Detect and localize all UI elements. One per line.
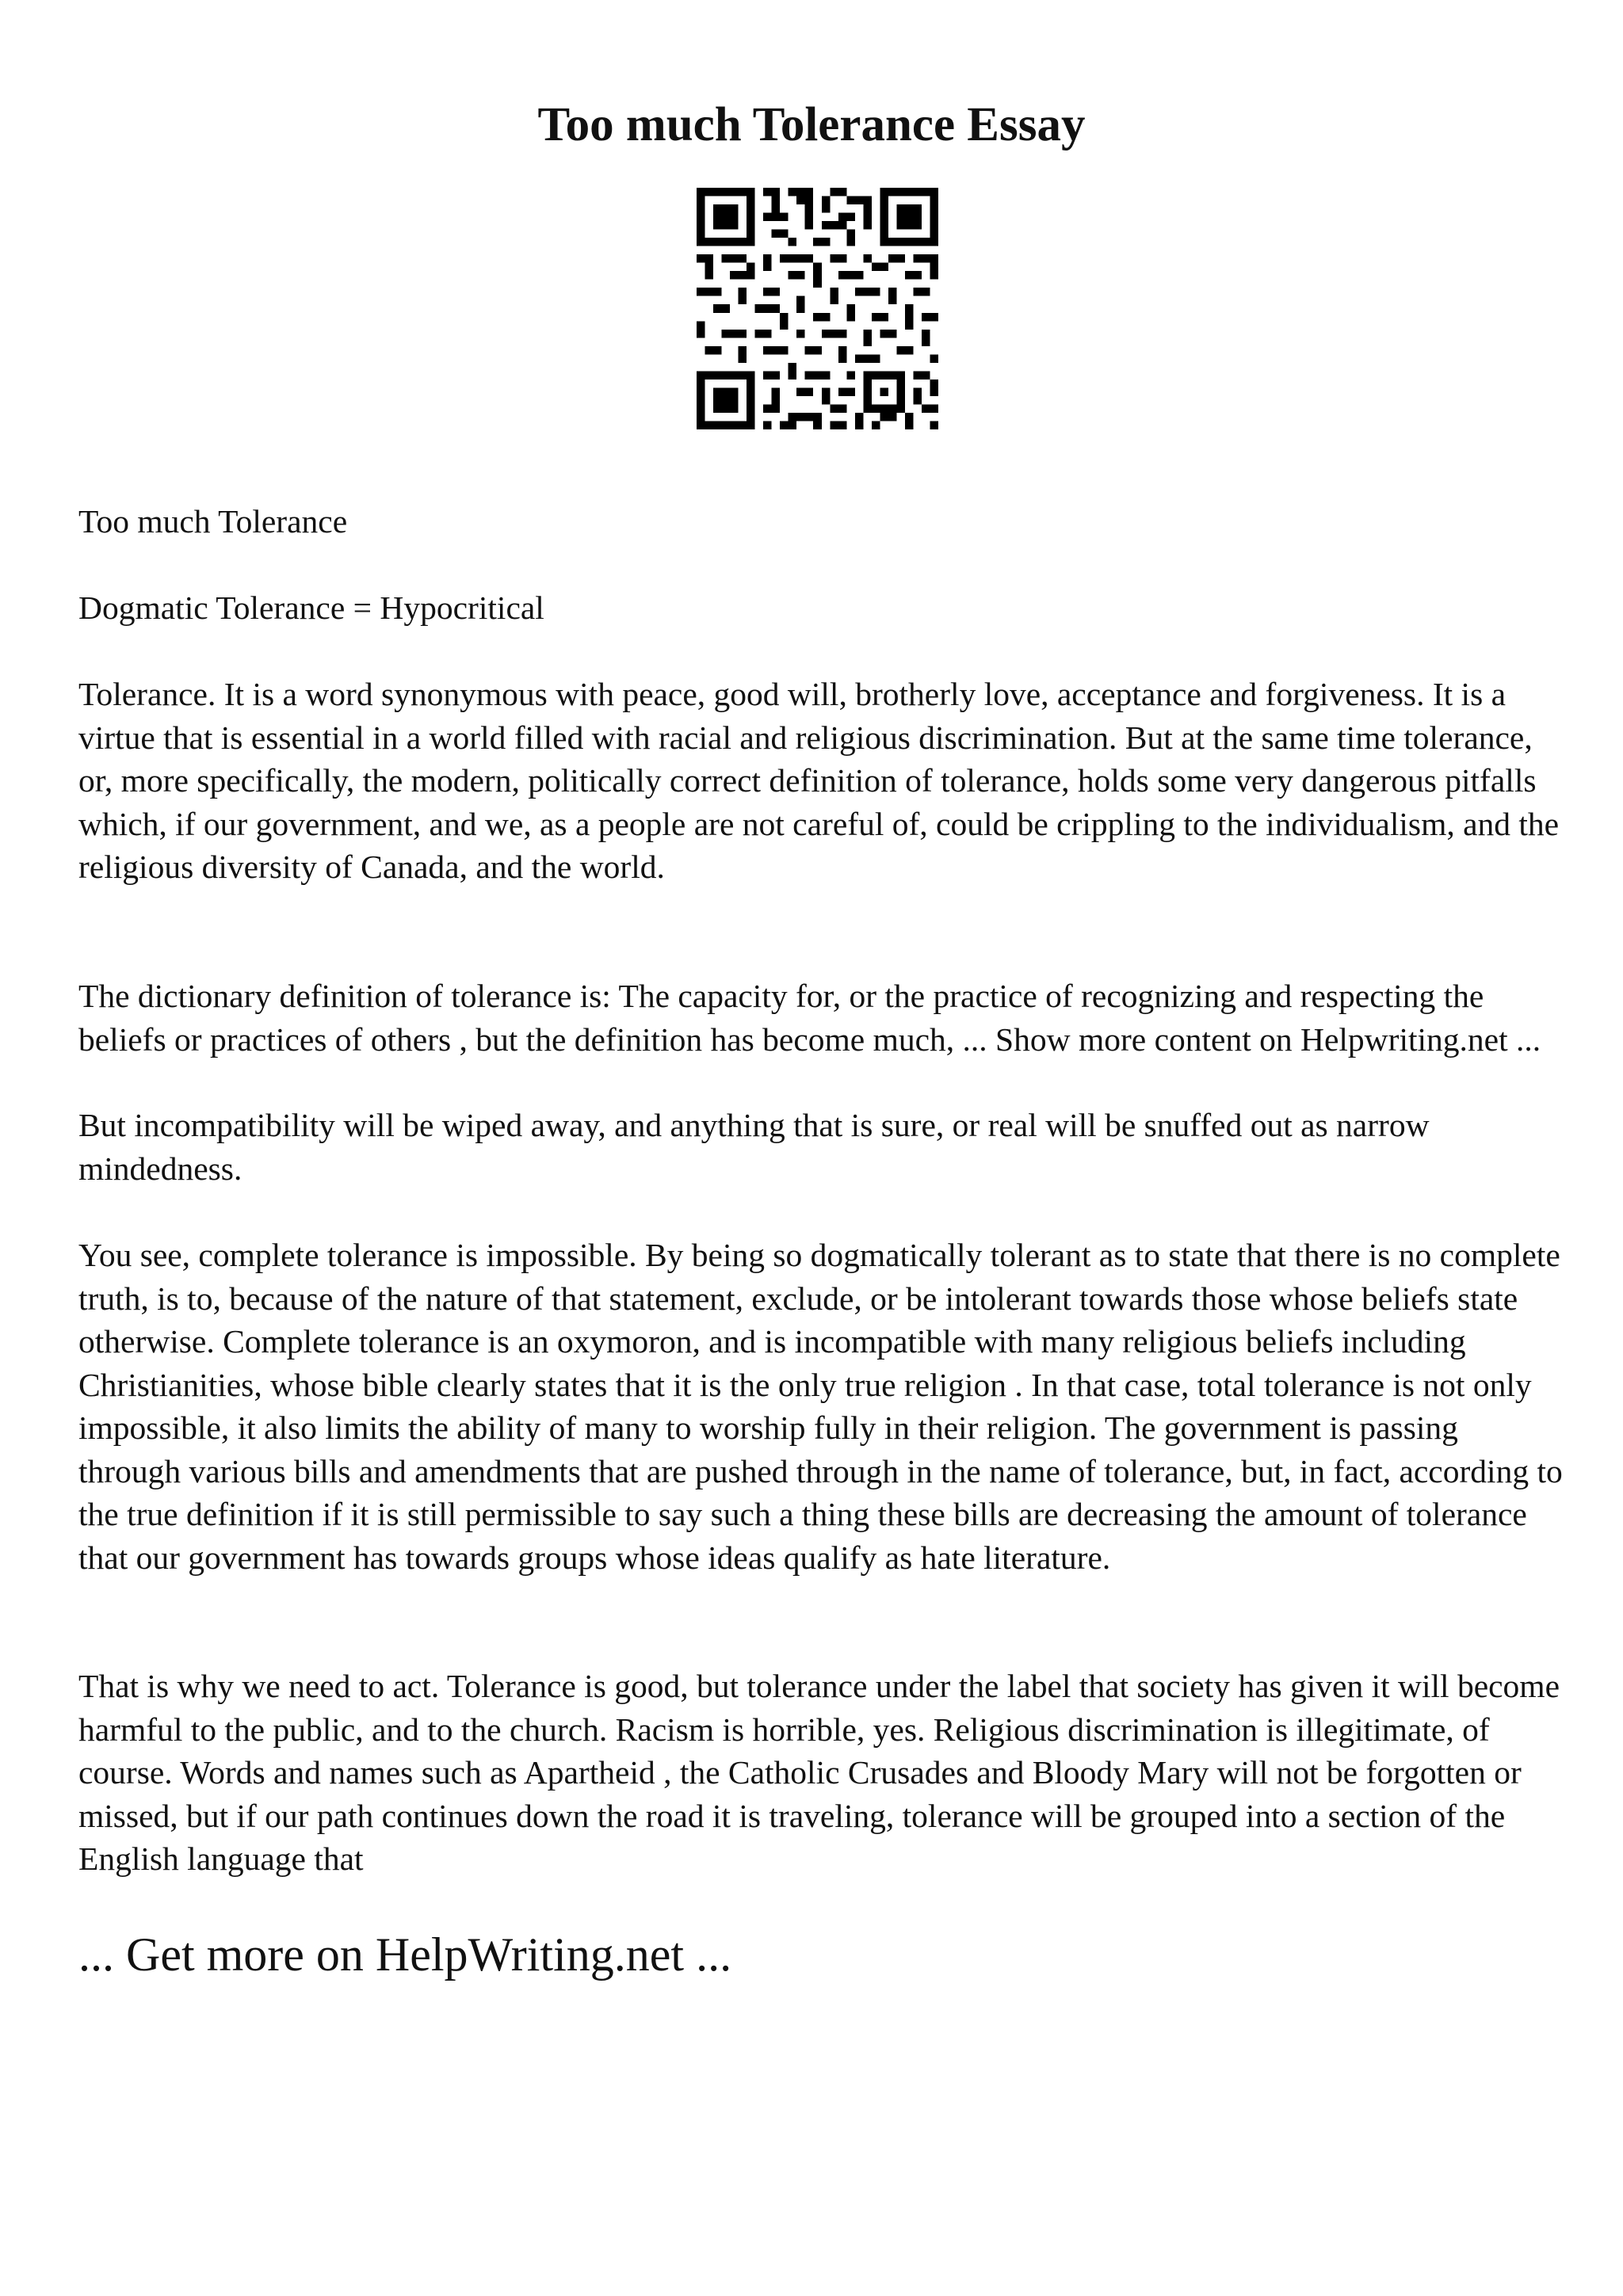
section-heading: Dogmatic Tolerance = Hypocritical	[78, 589, 544, 626]
paragraph: But incompatibility will be wiped away, and anything that is sure, or real will be snuffed out as narrow mindedness.	[78, 1107, 1430, 1187]
paragraph: Tolerance. It is a word synonymous with peace, good will, brotherly love, acceptance and forgiveness. It is a virtue that is essential in a world filled with racial and religious discrimination. But at the same time tolerance, or, more specifically, the modern, politically correct definition of tolerance, holds some very dangerous pitfalls which, if our government, and we, as a people are not careful of, could be crippling to the individualism, and the religious diversity of Canada, and the world.	[78, 676, 1560, 885]
document-title: Too much Tolerance Essay	[537, 98, 1086, 151]
paragraph: You see, complete tolerance is impossible. By being so dogmatically tolerant as to state that there is no complete truth, is to, because of the nature of that statement, exclude, or be intolerant towards those whose beliefs state otherwise. Complete tolerance is an oxymoron, and is incompatible with many religious beliefs including Christianities, whose bible clearly states that it is the only true religion . In that case, total tolerance is not only impossible, it also limits the ability of many to worship fully in their religion. The government is passing through various bills and amendments that are pushed through in the name of tolerance, but, in fact, according to the true definition if it is still permissible to say such a thing these bills are decreasing the amount of tolerance that our government has towards groups whose ideas qualify as hate literature.	[78, 1237, 1563, 1576]
get-more-link[interactable]: ... Get more on HelpWriting.net ...	[78, 1928, 732, 1981]
qr-code	[697, 188, 938, 429]
paragraph: That is why we need to act. Tolerance is good, but tolerance under the label that society has given it will become harmful to the public, and to the church. Racism is horrible, yes. Religious discrimination is illegitimate, of course. Words and names such as Apartheid , the Catholic Crusades and Bloody Mary will not be forgotten or missed, but if our path continues down the road it is traveling, tolerance will be grouped into a section of the English language that	[78, 1668, 1560, 1877]
paragraph: The dictionary definition of tolerance is: The capacity for, or the practice of recognizing and respecting the beliefs or practices of others , but the definition has become much, ... Show more content on Helpwriting.net ...	[78, 978, 1541, 1058]
document-subtitle: Too much Tolerance	[78, 503, 348, 540]
